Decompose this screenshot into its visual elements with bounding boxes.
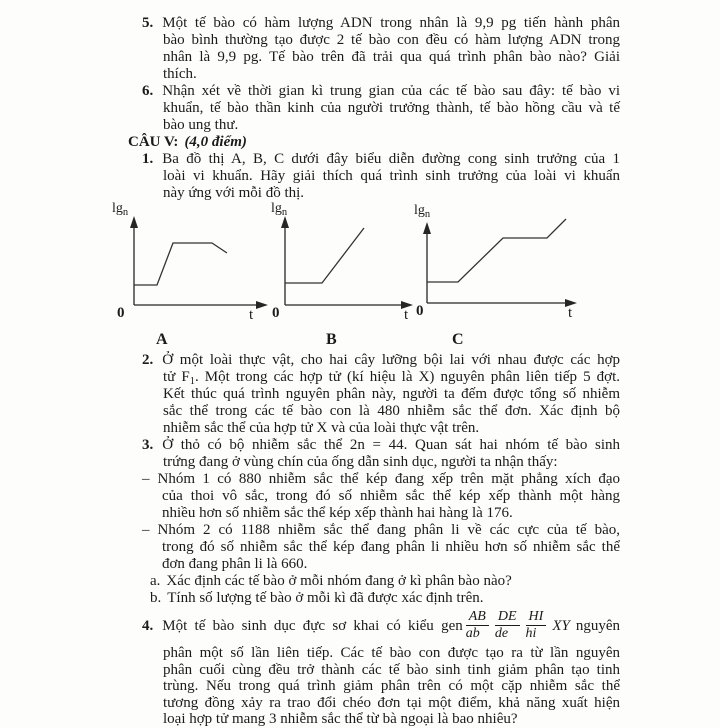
- x-axis-label: t: [249, 307, 254, 323]
- question-1-text: Ba đồ thị A, B, C dưới đây biểu diễn đường cong sinh trưởng của 1: [162, 151, 620, 167]
- question-4-text: Một tế bào sinh dục đực sơ khai có kiểu gen: [162, 618, 463, 634]
- item-number: 1.: [142, 151, 154, 167]
- text-line: sắc thể trong các tế bào con là 480 nhiễm sắc thể đơn. Xác định bộ: [163, 403, 620, 419]
- group-1-text: Nhóm 1 có 880 nhiễm sắc thể kép đang xếp trên mặt phẳng xích đạo: [157, 471, 620, 487]
- question-5: [128, 15, 620, 83]
- text-line: khuẩn, tế bào thần kinh của người trưởng thành, tế bào hồng cầu và tế: [163, 100, 620, 116]
- question-2: [128, 352, 620, 437]
- question-5-text: Một tế bào có hàm lượng ADN trong nhân là 9,9 pg tiến hành phân: [162, 15, 620, 31]
- f1-subscript: 1: [189, 376, 195, 387]
- sub-item-b-text: Tính số lượng tế bào ở mỗi kì đã được xác định trên.: [167, 590, 484, 606]
- text-line: này ứng với mỗi đồ thị.: [163, 185, 305, 201]
- question-4: [128, 607, 620, 728]
- graph-a-plot: [96, 202, 271, 352]
- question-6-text: Nhận xét về thời gian kì trung gian của các tế bào sau đây: tế bào vi: [162, 83, 620, 99]
- dash-bullet: –: [142, 471, 150, 487]
- growth-curve-b: [285, 228, 364, 283]
- text-line: [128, 83, 620, 100]
- section-points: (4,0 điểm): [184, 134, 247, 150]
- sub-item-a-text: Xác định các tế bào ở mỗi nhóm đang ở kì phân bào nào?: [166, 573, 512, 589]
- item-number: 4.: [142, 618, 154, 634]
- text-line: Kết thúc quá trình nguyên phân này, người ta đếm được tổng số nhiễm: [163, 386, 620, 402]
- allele-bottom: ab: [465, 626, 480, 642]
- allele-bottom: de: [494, 626, 509, 642]
- text-line: loài vi khuẩn. Hãy giải thích quá trình sinh trưởng của loài vi khuẩn: [163, 168, 620, 184]
- allele-top: DE: [495, 609, 520, 626]
- text-line: phân một số lần liên tiếp. Các tế bào con được tạo ra từ lần nguyên: [163, 645, 620, 661]
- question-4-body: [128, 645, 620, 728]
- origin-label: 0: [416, 303, 424, 319]
- text-line: nhiều hơn số nhiễm sắc thể kép xếp thành hai hàng là 176.: [162, 505, 513, 521]
- text-line: trùng. Nếu trong quá trình giảm phân trên có một cặp nhiễm sắc thể: [163, 678, 620, 694]
- x-axis-label: t: [568, 305, 573, 321]
- text-line: tương đồng xảy ra trao đổi chéo đơn tại một điểm, khả năng xuất hiện: [163, 694, 620, 711]
- item-number: 5.: [142, 15, 154, 31]
- graph-b-label: B: [326, 331, 337, 348]
- text-line: trong đó số nhiễm sắc thể kép đang phân li nhiều hơn số nhiễm sắc thể: [162, 539, 620, 555]
- y-axis-label: $\lg_n$: [271, 201, 288, 218]
- text-line: trứng đang ở vùng chín của ống dẫn sinh dục, người ta nhận thấy:: [163, 454, 558, 470]
- section-heading: [128, 134, 620, 151]
- text-line: loại hợp tử mang 3 nhiễm sắc thể từ bà ngoại là bao nhiêu?: [163, 711, 518, 727]
- text-line: bào ung thư.: [163, 117, 239, 133]
- graph-c-plot: [400, 202, 590, 352]
- growth-curve-c: [427, 219, 566, 282]
- dash-bullet: –: [142, 522, 150, 538]
- section-title: CÂU V:: [128, 134, 179, 150]
- graph-b-plot: [258, 202, 423, 352]
- question-2-text: Ở một loài thực vật, cho hai cây lưỡng bội lai với nhau được các hợp: [162, 352, 620, 368]
- text-line: [128, 590, 620, 607]
- allele-bottom: hi: [525, 626, 537, 642]
- text-line: của thoi vô sắc, trong đó số nhiễm sắc thể kép xếp thành một hàng: [162, 488, 620, 504]
- text-line: [128, 15, 620, 32]
- text-column: [112, 15, 620, 728]
- allele-top: HI: [526, 609, 547, 626]
- group-2-text: Nhóm 2 có 1188 nhiễm sắc thể đang phân li về các cực của tế bào,: [157, 522, 620, 538]
- text-line: [128, 369, 620, 386]
- text-line: [128, 437, 620, 454]
- text-line: [128, 573, 620, 590]
- allele-top: AB: [466, 609, 489, 626]
- graph-a: [96, 202, 271, 352]
- origin-label: 0: [117, 305, 125, 321]
- item-number: 2.: [142, 352, 154, 368]
- text-line: [128, 151, 620, 168]
- text-line: bào bình thường tạo được 2 tế bào con đều có hàm lượng ADN trong: [163, 32, 620, 48]
- text-line: [128, 522, 620, 539]
- text-line: nhân là 9,9 pg. Tế bào trên đã trải qua quá trình phân bào nào? Giải: [163, 49, 620, 65]
- sub-item-label: b.: [150, 590, 162, 606]
- genotype-fraction-1: [466, 609, 489, 642]
- text-line: nhiễm sắc thể của hợp tử X và của loài thực vật trên.: [163, 420, 480, 436]
- genotype-line: [128, 607, 620, 645]
- y-axis-label: $\lg_n$: [414, 203, 431, 220]
- x-axis-label: t: [404, 307, 409, 323]
- text-line: phân cuối cùng đều trở thành các tế bào sinh tinh giảm phân tạo tinh: [163, 661, 620, 678]
- question-1: [128, 151, 620, 202]
- genotype-fraction-3: [526, 609, 547, 642]
- origin-label: 0: [272, 305, 280, 321]
- graph-b: [258, 202, 423, 352]
- text-segment: nguyên: [575, 618, 620, 634]
- question-6: [128, 83, 620, 134]
- text-line: [128, 471, 620, 488]
- question-3: [128, 437, 620, 607]
- text-segment: . Một trong các hợp tử (kí hiệu là X) nguyên phân liên tiếp 5 đợt.: [194, 369, 620, 385]
- item-number: 3.: [142, 437, 154, 453]
- graph-a-label: A: [156, 331, 168, 348]
- text-line: đơn đang phân li là 660.: [162, 556, 308, 572]
- question-3-text: Ở thỏ có bộ nhiễm sắc thể 2n = 44. Quan sát hai nhóm tế bào sinh: [162, 437, 620, 453]
- section-heading-line: [128, 134, 620, 151]
- item-number: 6.: [142, 83, 154, 99]
- growth-curves-figure: [112, 201, 620, 352]
- growth-curve-a: [134, 243, 227, 285]
- graph-c: [400, 202, 590, 352]
- text-line: thích.: [163, 66, 197, 82]
- graph-c-label: C: [452, 331, 464, 348]
- text-segment: tử F: [163, 369, 190, 385]
- genotype-fraction-2: [495, 609, 520, 642]
- sex-chromosomes: XY: [552, 618, 570, 634]
- text-line: [128, 352, 620, 369]
- y-axis-label: $\lg_n$: [112, 201, 129, 218]
- sub-item-label: a.: [150, 573, 161, 589]
